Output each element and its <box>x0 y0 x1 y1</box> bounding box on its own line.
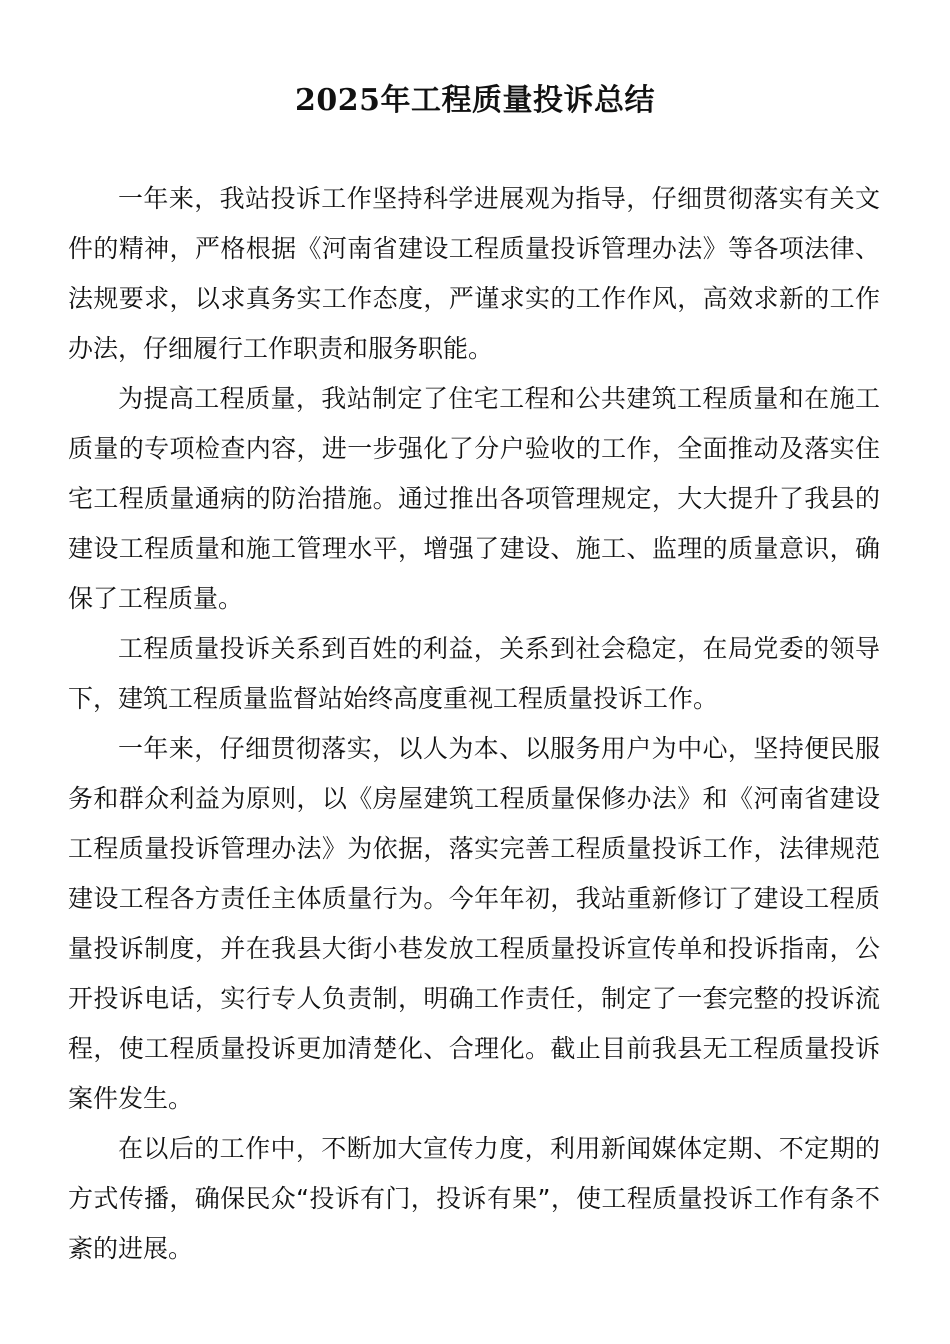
paragraph-3: 工程质量投诉关系到百姓的利益，关系到社会稳定，在局党委的领导下，建筑工程质量监督站始终高度重视工程质量投诉工作。 <box>68 634 880 713</box>
paragraph-2: 为提高工程质量，我站制定了住宅工程和公共建筑工程质量和在施工质量的专项检查内容，进一步强化了分户验收的工作，全面推动及落实住宅工程质量通病的防治措施。通过推出各项管理规定，大大提升了我县的建设工程质量和施工管理水平，增强了建设、施工、监理的质量意识，确保了工程质量。 <box>68 384 880 613</box>
paragraph-5: 在以后的工作中，不断加大宣传力度，利用新闻媒体定期、不定期的方式传播，确保民众“投诉有门，投诉有果”，使工程质量投诉工作有条不紊的进展。 <box>68 1134 880 1263</box>
document-body <box>68 174 880 1274</box>
document-title: 2025年工程质量投诉总结 <box>295 83 655 118</box>
paragraph-1: 一年来，我站投诉工作坚持科学进展观为指导，仔细贯彻落实有关文件的精神，严格根据《河南省建设工程质量投诉管理办法》等各项法律、法规要求，以求真务实工作态度，严谨求实的工作作风，高效求新的工作办法，仔细履行工作职责和服务职能。 <box>68 184 880 363</box>
paragraph-4: 一年来，仔细贯彻落实，以人为本、以服务用户为中心，坚持便民服务和群众利益为原则，以《房屋建筑工程质量保修办法》和《河南省建设工程质量投诉管理办法》为依据，落实完善工程质量投诉工作，法律规范建设工程各方责任主体质量行为。今年年初，我站重新修订了建设工程质量投诉制度，并在我县大街小巷发放工程质量投诉宣传单和投诉指南，公开投诉电话，实行专人负责制，明确工作责任，制定了一套完整的投诉流程，使工程质量投诉更加清楚化、合理化。截止目前我县无工程质量投诉案件发生。 <box>68 734 880 1113</box>
